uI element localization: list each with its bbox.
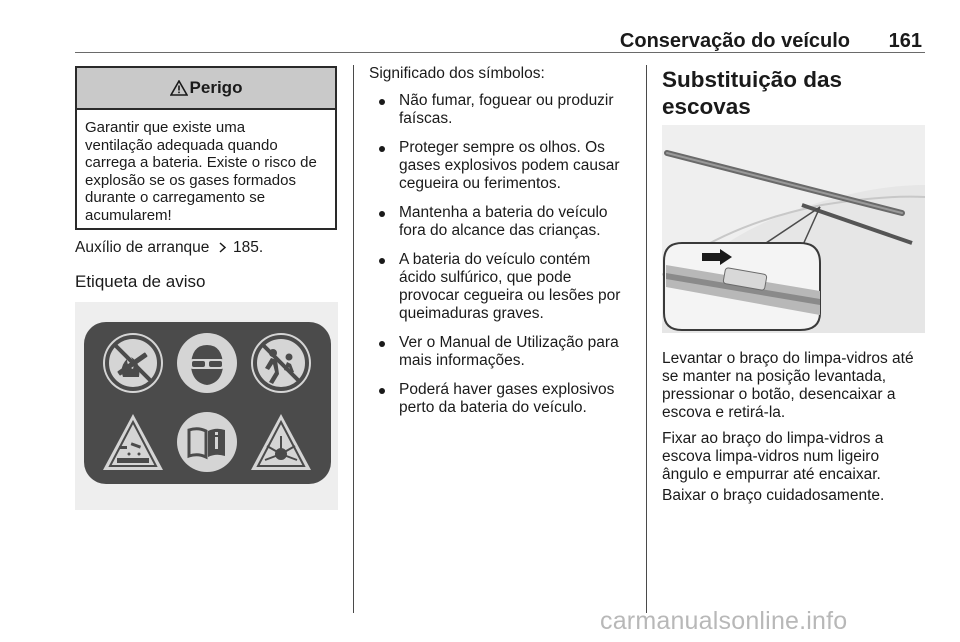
list-item [369,92,634,128]
list-item [369,381,634,417]
column-divider-right [646,65,647,613]
list-line: ácido sulfúrico, que pode [399,269,572,286]
jump-start-page-ref[interactable]: 185. [233,239,264,256]
list-line: Poderá haver gases explosivos [399,381,615,398]
danger-box-header [77,68,335,110]
keep-children-away-icon [249,331,313,395]
list-item [369,139,634,193]
list-line: Não fumar, foguear ou produzir [399,92,614,109]
column-divider-left [353,65,354,613]
paragraph-line: se manter na posição levantada, [662,368,887,385]
paragraph-line: escova limpa-vidros num ligeiro [662,448,880,465]
eye-protection-icon [175,331,239,395]
list-item [369,204,634,240]
paragraph-line: Fixar ao braço do limpa-vidros a [662,430,884,447]
danger-box-title: Perigo [189,78,243,97]
jump-start-text: Auxílio de arranque [75,239,210,256]
warning-triangle-icon [170,80,188,96]
paragraph-line: ângulo e empurrar até encaixar. [662,466,881,483]
manual-icon [175,410,239,474]
list-line: queimaduras graves. [399,305,544,322]
explosive-icon [249,410,313,474]
wiper-blade-illustration [662,125,925,333]
symbols-list [369,92,634,428]
list-line: A bateria do veículo contém [399,251,591,268]
list-item [369,334,634,370]
list-line: Ver o Manual de Utilização para [399,334,619,351]
wiper-instructions-1 [662,350,932,422]
list-line: provocar cegueira ou lesões por [399,287,621,304]
list-line: Proteger sempre os olhos. Os [399,139,605,156]
danger-box [75,66,337,230]
paragraph-line: pressionar o botão, desencaixar a [662,386,896,403]
danger-line: Garantir que existe uma [85,119,246,136]
danger-line: explosão se os gases formados [85,171,296,189]
list-line: mais informações. [399,352,525,369]
page-header-title: Conservação do veículo [619,30,850,52]
list-line: fora do alcance das crianças. [399,222,601,239]
header-rule [75,52,925,53]
watermark: carmanualsonline.info [600,607,848,635]
list-line: faíscas. [399,110,453,127]
warning-label-card [84,322,331,484]
danger-line: carrega a bateria. Existe o risco de [85,154,317,171]
warning-label-heading: Etiqueta de aviso [75,272,206,291]
danger-line: durante o carregamento se [85,189,266,206]
page-reference-arrow-icon [218,242,227,253]
heading-line: Substituição das escovas [662,67,843,119]
list-line: Mantenha a bateria do veículo [399,204,608,221]
symbols-intro: Significado dos símbolos: [369,65,545,82]
list-line: cegueira ou ferimentos. [399,175,561,192]
page-number: 161 [888,30,922,52]
paragraph-line: escova e retirá-la. [662,404,786,421]
danger-line: acumularem! [85,206,172,224]
wiper-instructions-2 [662,430,932,484]
no-smoking-icon [101,331,165,395]
paragraph-line: Baixar o braço cuidadosamente. [662,487,885,504]
danger-line: ventilação adequada quando [85,136,278,154]
paragraph-line: Levantar o braço do limpa-vidros até [662,350,914,367]
list-line: perto da bateria do veículo. [399,399,587,416]
danger-box-text [77,110,335,224]
wiper-instructions-3 [662,487,932,505]
jump-start-reference [75,239,263,257]
list-item [369,251,634,323]
list-line: gases explosivos podem causar [399,157,620,174]
acid-icon [101,410,165,474]
